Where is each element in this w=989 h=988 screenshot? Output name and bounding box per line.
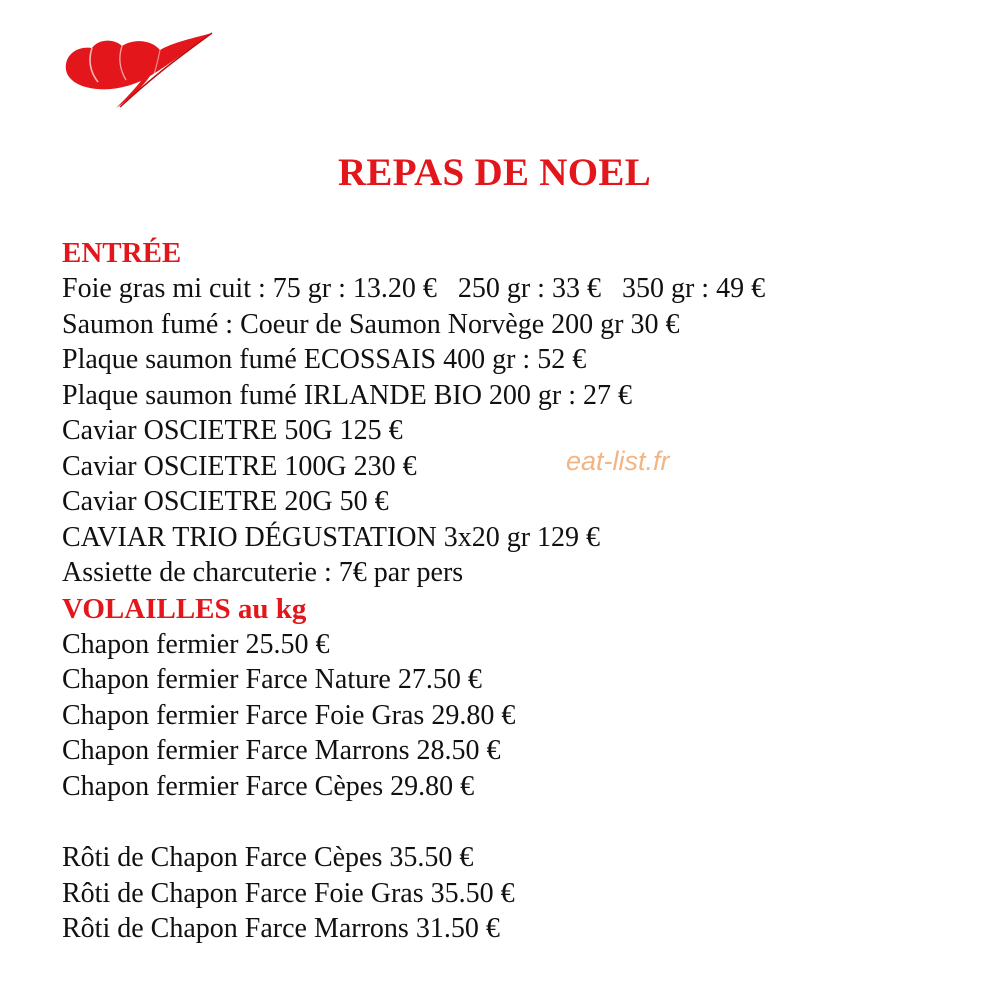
menu-item: Caviar OSCIETRE 50G 125 € — [62, 415, 403, 446]
menu-item: Chapon fermier 25.50 € — [62, 628, 330, 660]
menu-item: Plaque saumon fumé IRLANDE BIO 200 gr : 27 € — [62, 379, 633, 411]
menu-item: Saumon fumé : Coeur de Saumon Norvège 200 gr 30 € — [62, 308, 680, 340]
watermark-text: eat-list.fr — [566, 446, 670, 476]
menu-item: Assiette de charcuterie : 7€ par pers — [62, 557, 464, 588]
menu-item: Rôti de Chapon Farce Marrons 31.50 € — [62, 913, 500, 944]
section-heading-volailles: VOLAILLES au kg — [62, 592, 307, 625]
menu-item: Rôti de Chapon Farce Cèpes 35.50 € — [62, 842, 474, 873]
menu-item: Chapon fermier Farce Marrons 28.50 € — [62, 735, 501, 766]
menu-item: Caviar OSCIETRE 100G 230 € — [62, 450, 417, 482]
feather-icon — [62, 30, 214, 112]
menu-item: Rôti de Chapon Farce Foie Gras 35.50 € — [62, 877, 515, 909]
section-gap — [62, 804, 962, 840]
menu-list — [62, 235, 962, 947]
page-title: REPAS DE NOEL — [337, 151, 652, 194]
menu-item: Chapon fermier Farce Foie Gras 29.80 € — [62, 699, 516, 731]
menu-item: Caviar OSCIETRE 20G 50 € — [62, 486, 389, 517]
menu-item: Plaque saumon fumé ECOSSAIS 400 gr : 52 € — [62, 344, 587, 375]
menu-item: Chapon fermier Farce Cèpes 29.80 € — [62, 770, 475, 802]
menu-item: Foie gras mi cuit : 75 gr : 13.20 € 250 gr : 33 € 350 gr : 49 € — [62, 273, 766, 304]
menu-item: CAVIAR TRIO DÉGUSTATION 3x20 gr 129 € — [62, 521, 601, 553]
section-heading-entree: ENTRÉE — [62, 237, 182, 269]
menu-item: Chapon fermier Farce Nature 27.50 € — [62, 664, 482, 695]
